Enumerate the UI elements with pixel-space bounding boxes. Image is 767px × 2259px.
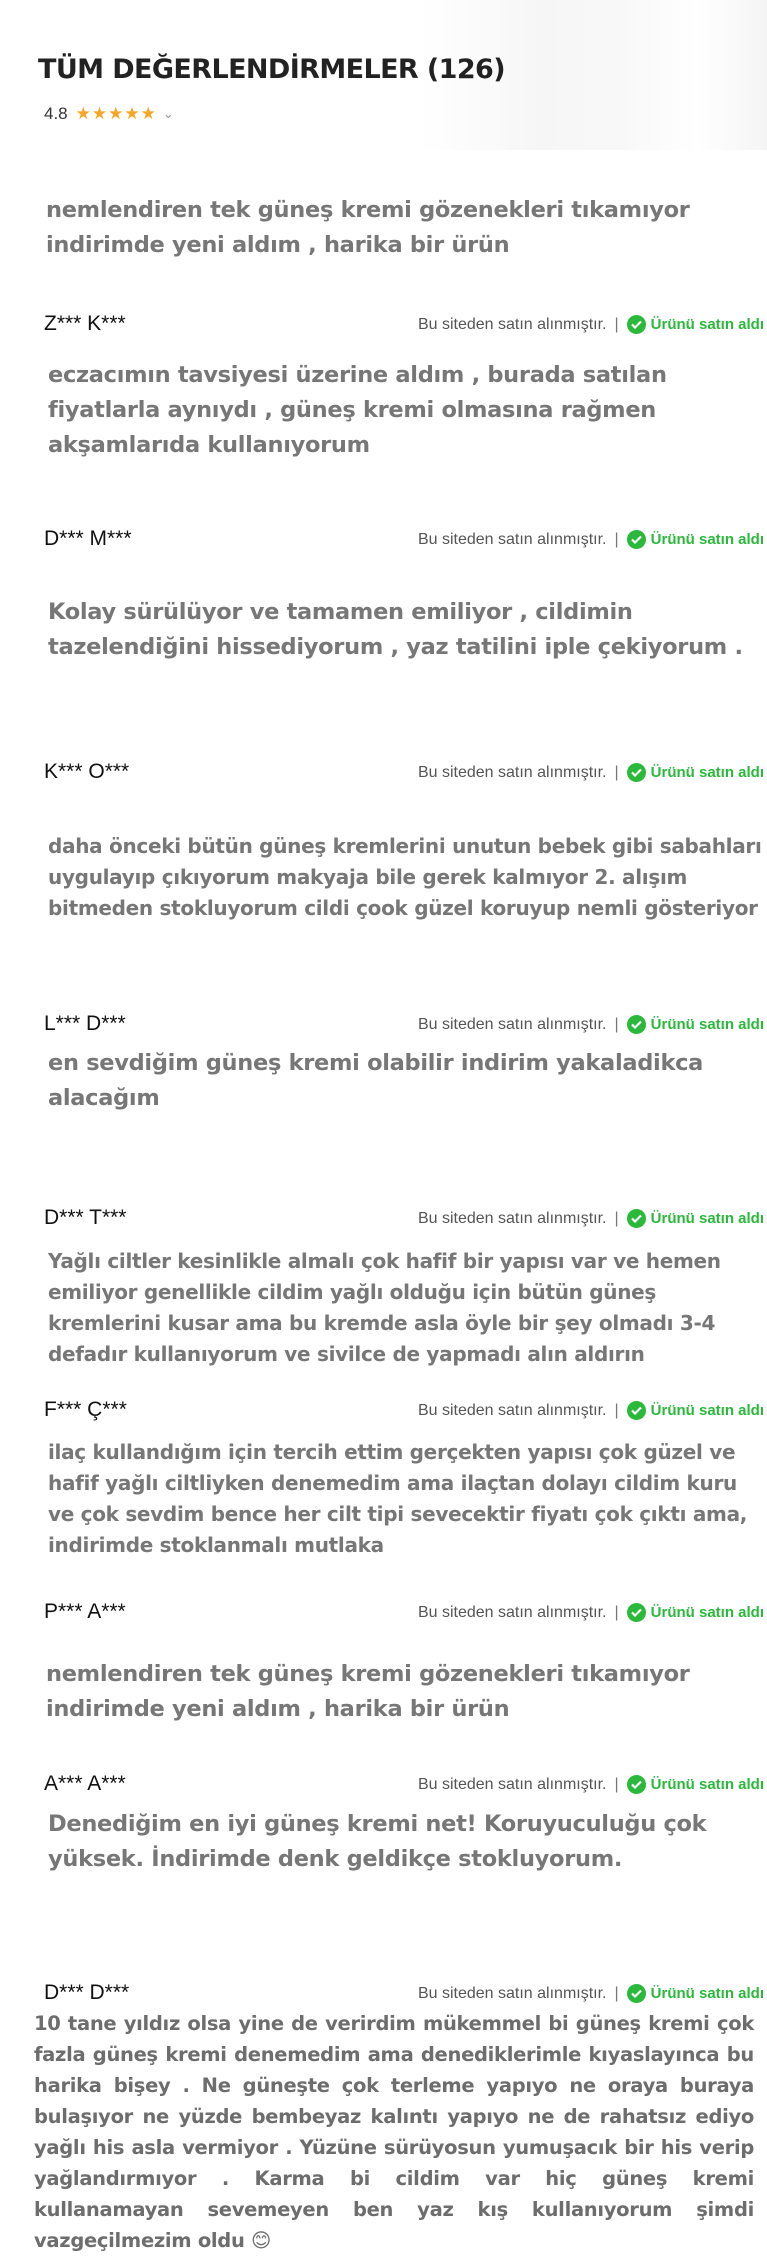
review-author: A*** A***: [44, 1772, 126, 1795]
meta-separator: |: [614, 1775, 619, 1793]
purchase-info: [418, 1603, 764, 1622]
verified-purchase-label: Ürünü satın aldı: [650, 1776, 764, 1793]
meta-separator: |: [614, 1209, 619, 1227]
purchase-source-label: Bu siteden satın alınmıştır.: [417, 1401, 607, 1419]
review-author: D*** D***: [44, 1981, 130, 2004]
review-text: Kolay sürülüyor ve tamamen emiliyor , cildimin tazelendiğini hissediyorum , yaz tatilini iple çekiyorum .: [48, 599, 743, 660]
purchase-source-label: Bu siteden satın alınmıştır.: [417, 1015, 607, 1033]
review-author: L*** D***: [44, 1012, 126, 1035]
meta-separator: |: [614, 763, 619, 781]
review-header: [44, 525, 764, 555]
meta-separator: |: [614, 315, 619, 333]
check-circle-icon: [627, 763, 646, 782]
review-text: 10 tane yıldız olsa yine de verirdim mükemmel bi güneş kremi çok fazla güneş kremi denemedim ama denediklerimle kıyaslayınca bu harika bişey . Ne güneşte çok terleme yapıyo ne oraya buraya bulaşıyor ne yüzde bembeyaz kalıntı yapıyo ne de rahatsız ediyo yağlı his asla vermiyor . Yüzüne sürüyosun yumuşacık bir his verip yağlandırmıyor . Karma bi cildim var hiç güneş kremi kullanamayan sevemeyen ben yaz kış kullanıyorum şimdi vazgeçilmezim oldu 😊: [34, 2012, 754, 2252]
check-circle-icon: [627, 1401, 646, 1420]
verified-purchase-label: Ürünü satın aldı: [650, 531, 764, 548]
check-circle-icon: [627, 1603, 646, 1622]
verified-purchase-label: Ürünü satın aldı: [650, 1604, 764, 1621]
purchase-source-label: Bu siteden satın alınmıştır.: [417, 1209, 607, 1227]
review-header: [44, 1770, 764, 1800]
verified-purchase-label: Ürünü satın aldı: [650, 1985, 764, 2002]
chevron-down-icon[interactable]: ⌄: [162, 106, 174, 121]
meta-separator: |: [614, 1015, 619, 1033]
page-title: TÜM DEĞERLENDİRMELER (126): [38, 54, 505, 85]
review-author: Z*** K***: [44, 312, 126, 335]
purchase-info: [418, 530, 764, 549]
review-text: Denediğim en iyi güneş kremi net! Koruyuculuğu çok yüksek. İndirimde denk geldikçe stokluyorum.: [48, 1811, 707, 1872]
verified-purchase-label: Ürünü satın aldı: [650, 1016, 764, 1033]
meta-separator: |: [614, 1603, 619, 1621]
purchase-info: [418, 315, 764, 334]
star-rating-icon: ★★★★★: [75, 104, 157, 123]
review-header: [44, 310, 764, 340]
review-header: [44, 1979, 764, 2009]
purchase-info: [418, 1984, 764, 2003]
review-text: daha önceki bütün güneş kremlerini unutun bebek gibi sabahları uygulayıp çıkıyorum makyaja bile gerek kalmıyor 2. alışım bitmeden stokluyorum cildi çook güzel koruyup nemli gösteriyor: [48, 834, 762, 920]
verified-purchase-label: Ürünü satın aldı: [650, 764, 764, 781]
check-circle-icon: [627, 1775, 646, 1794]
verified-purchase-label: Ürünü satın aldı: [650, 1402, 764, 1419]
review-author: D*** M***: [44, 527, 132, 550]
verified-purchase-label: Ürünü satın aldı: [650, 316, 764, 333]
review-text: eczacımın tavsiyesi üzerine aldım , burada satılan fiyatlarla aynıydı , güneş kremi olmasına rağmen akşamlarıda kullanıyorum: [48, 362, 667, 458]
review-header: [44, 758, 764, 788]
purchase-source-label: Bu siteden satın alınmıştır.: [417, 315, 607, 333]
review-header: [44, 1204, 764, 1234]
review-text: nemlendiren tek güneş kremi gözenekleri tıkamıyor indirimde yeni aldım , harika bir ürün: [46, 1661, 690, 1722]
check-circle-icon: [627, 1984, 646, 2003]
review-author: K*** O***: [44, 760, 130, 783]
purchase-info: [418, 1015, 764, 1034]
review-header: [44, 1010, 764, 1040]
purchase-source-label: Bu siteden satın alınmıştır.: [417, 763, 607, 781]
review-author: P*** A***: [44, 1600, 126, 1623]
rating-value: 4.8: [44, 104, 68, 123]
purchase-source-label: Bu siteden satın alınmıştır.: [417, 530, 607, 548]
check-circle-icon: [627, 1015, 646, 1034]
meta-separator: |: [614, 530, 619, 548]
review-author: D*** T***: [44, 1206, 127, 1229]
purchase-info: [418, 763, 764, 782]
purchase-info: [418, 1209, 764, 1228]
purchase-source-label: Bu siteden satın alınmıştır.: [417, 1603, 607, 1621]
review-header: [44, 1598, 764, 1628]
review-text: ilaç kullandığım için tercih ettim gerçekten yapısı çok güzel ve hafif yağlı ciltliyken denemedim ama ilaçtan dolayı cildim kuru ve çok sevdim bence her cilt tipi sevecektir fiyatı çok çıktı ama, indirimde stoklanmalı mutlaka: [48, 1440, 748, 1557]
purchase-info: [418, 1401, 764, 1420]
check-circle-icon: [627, 530, 646, 549]
review-text: nemlendiren tek güneş kremi gözenekleri tıkamıyor indirimde yeni aldım , harika bir ürün: [46, 197, 690, 258]
review-text: Yağlı ciltler kesinlikle almalı çok hafif bir yapısı var ve hemen emiliyor genellikle cildim yağlı olduğu için bütün güneş kremlerini kusar ama bu kremde asla öyle bir şey olmadı 3-4 defadır kullanıyorum ve sivilce de yapmadı alın aldırın: [48, 1249, 721, 1366]
rating-summary[interactable]: [44, 102, 174, 126]
review-author: F*** Ç***: [44, 1398, 127, 1421]
check-circle-icon: [627, 1209, 646, 1228]
review-text: en sevdiğim güneş kremi olabilir indirim yakaladikca alacağım: [48, 1050, 704, 1111]
verified-purchase-label: Ürünü satın aldı: [650, 1210, 764, 1227]
check-circle-icon: [627, 315, 646, 334]
purchase-source-label: Bu siteden satın alınmıştır.: [417, 1775, 607, 1793]
meta-separator: |: [614, 1984, 619, 2002]
purchase-source-label: Bu siteden satın alınmıştır.: [417, 1984, 607, 2002]
review-header: [44, 1396, 764, 1426]
meta-separator: |: [614, 1401, 619, 1419]
purchase-info: [418, 1775, 764, 1794]
